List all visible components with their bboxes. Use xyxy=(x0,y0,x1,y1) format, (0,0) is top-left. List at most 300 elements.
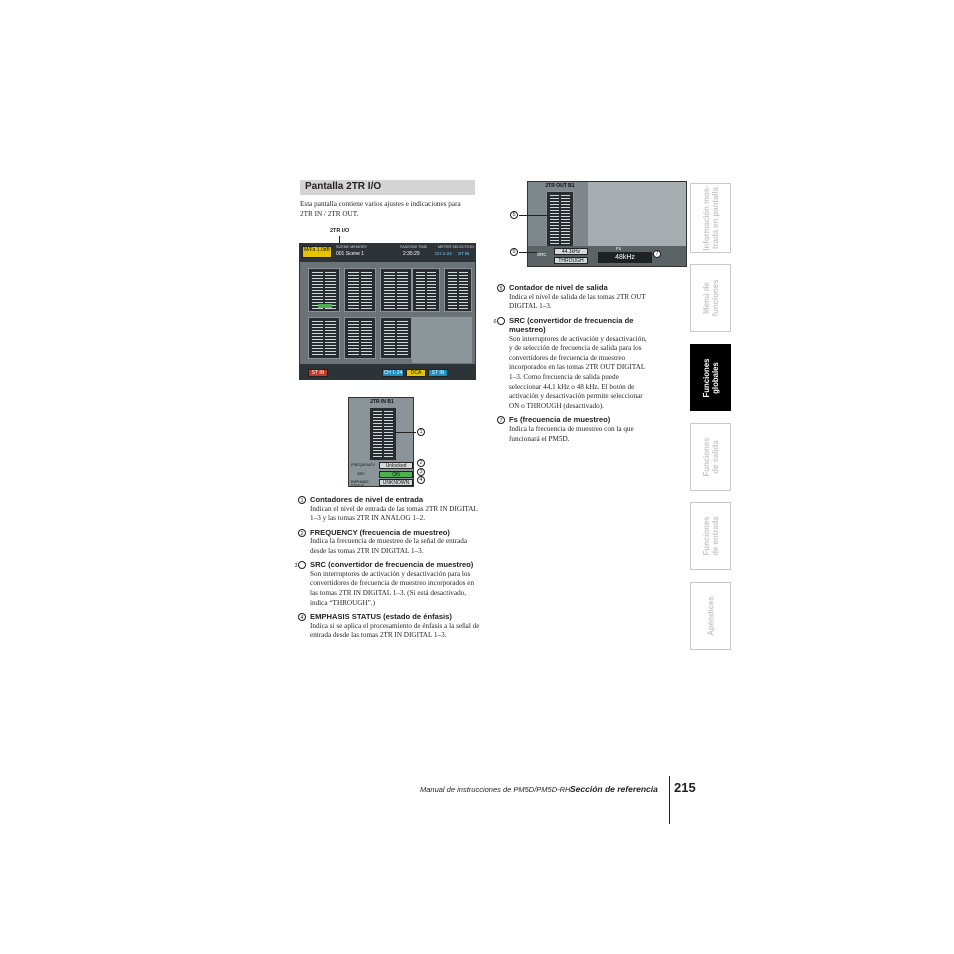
meter-segment xyxy=(325,321,336,322)
screen-meter-in-2 xyxy=(344,268,376,312)
meter-segment xyxy=(427,275,436,276)
item-1-body: Indican el nivel de entrada de las tomas 2TR IN DIGITAL 1–3 y las tomas 2TR IN ANALOG 1–2. xyxy=(310,504,478,523)
meter-segment xyxy=(373,456,382,457)
item-2 xyxy=(298,528,480,557)
meter-segment xyxy=(550,240,559,241)
item-7 xyxy=(497,415,647,444)
meter-segment xyxy=(459,302,468,303)
meter-segment xyxy=(361,354,372,355)
item-5-num: 5 xyxy=(497,284,505,292)
footer-section: Sección de referencia xyxy=(570,784,658,794)
meter-segment xyxy=(459,293,468,294)
meter-segment xyxy=(384,423,393,424)
meter-segment xyxy=(384,411,393,412)
meter-segment xyxy=(312,339,323,340)
meter-segment xyxy=(427,272,436,273)
meter-segment xyxy=(384,321,395,322)
meter-segment xyxy=(361,272,372,273)
meter-segment xyxy=(550,201,559,202)
meter-segment xyxy=(459,305,468,306)
screen-yellow-badge: M/Fa 1.0dB xyxy=(302,246,332,258)
meter-segment xyxy=(459,281,468,282)
meter-segment xyxy=(312,354,323,355)
meter-segment xyxy=(384,453,393,454)
meter-segment xyxy=(397,302,408,303)
meter-segment xyxy=(550,234,559,235)
tab-menu-funciones[interactable] xyxy=(690,264,731,332)
meter-segment xyxy=(348,278,359,279)
tab-funciones-salida[interactable] xyxy=(690,423,731,491)
meter-segment xyxy=(348,281,359,282)
meter-segment xyxy=(416,272,425,273)
meter-segment xyxy=(348,299,359,300)
tab-funciones-salida-label: Funciones de salida xyxy=(701,437,720,477)
meter-segment xyxy=(448,308,457,309)
meter-segment xyxy=(373,438,382,439)
meter-segment xyxy=(384,290,395,291)
meter-segment xyxy=(561,219,570,220)
meter-segment xyxy=(561,228,570,229)
meter-segment xyxy=(348,305,359,306)
tab-funciones-entrada-label: Funciones de entrada xyxy=(701,516,720,556)
screen-top-label-2: FADE/SW TIME xyxy=(400,245,428,249)
item-2-title: FREQUENCY (frecuencia de muestreo) xyxy=(310,527,450,537)
meter-segment xyxy=(361,321,372,322)
meter-segment xyxy=(348,336,359,337)
meter-segment xyxy=(312,327,323,328)
meter-segment xyxy=(384,444,393,445)
meter-segment xyxy=(325,348,336,349)
meter-segment xyxy=(397,324,408,325)
meter-segment xyxy=(312,299,323,300)
meter-segment xyxy=(348,287,359,288)
item-1-title: Contadores de nivel de entrada xyxy=(310,495,424,504)
meter-segment xyxy=(325,342,336,343)
meter-segment xyxy=(397,308,408,309)
meter-segment xyxy=(561,198,570,199)
screen-meter-out-2 xyxy=(344,317,376,359)
meter-segment xyxy=(448,287,457,288)
meter-segment xyxy=(416,299,425,300)
meter-segment xyxy=(348,272,359,273)
meter-segment xyxy=(384,429,393,430)
meter-segment xyxy=(427,308,436,309)
meter-segment xyxy=(325,308,336,309)
main-screenshot xyxy=(299,243,476,380)
item-1 xyxy=(298,495,480,524)
meter-segment xyxy=(384,450,393,451)
meter-segment xyxy=(348,339,359,340)
meter-segment xyxy=(373,435,382,436)
callout-line-1 xyxy=(394,432,416,433)
meter-segment xyxy=(427,305,436,306)
screen-meter-in-4 xyxy=(412,268,440,312)
meter-segment xyxy=(561,240,570,241)
meter-segment xyxy=(348,330,359,331)
meter-segment xyxy=(416,290,425,291)
meter-segment xyxy=(550,207,559,208)
meter-segment xyxy=(384,278,395,279)
meter-segment xyxy=(397,290,408,291)
item-1-num: 1 xyxy=(298,496,306,504)
meter-segment xyxy=(561,195,570,196)
meter-segment xyxy=(427,287,436,288)
meter-segment xyxy=(325,339,336,340)
meter-segment xyxy=(325,296,336,297)
screen-bottom-btn-2: CH 1-24 xyxy=(383,370,403,376)
meter-segment xyxy=(373,453,382,454)
meter-segment xyxy=(361,345,372,346)
meter-segment xyxy=(416,284,425,285)
meter-segment xyxy=(312,308,323,309)
meter-segment xyxy=(361,333,372,334)
meter-segment xyxy=(384,345,395,346)
meter-segment xyxy=(397,327,408,328)
item-6 xyxy=(493,315,647,412)
out-detail-fs-label: Fs xyxy=(616,246,621,251)
meter-segment xyxy=(416,293,425,294)
in-detail-title: 2TR IN B1 xyxy=(370,399,394,405)
meter-segment xyxy=(397,275,408,276)
meter-segment xyxy=(348,333,359,334)
meter-segment xyxy=(448,293,457,294)
meter-segment xyxy=(361,284,372,285)
meter-segment xyxy=(448,272,457,273)
left-items xyxy=(294,495,480,641)
meter-segment xyxy=(397,272,408,273)
meter-segment xyxy=(384,447,393,448)
meter-segment xyxy=(361,327,372,328)
item-3-num: 3 xyxy=(298,561,306,569)
in-detail-meter xyxy=(369,407,397,461)
meter-segment xyxy=(325,330,336,331)
meter-segment xyxy=(448,278,457,279)
meter-segment xyxy=(348,293,359,294)
in-detail-src-button: ON xyxy=(379,471,413,478)
item-4-title: EMPHASIS STATUS (estado de énfasis) xyxy=(310,612,452,622)
meter-segment xyxy=(561,216,570,217)
meter-segment xyxy=(348,324,359,325)
item-6-head xyxy=(493,315,647,335)
meter-segment xyxy=(325,354,336,355)
meter-segment xyxy=(312,330,323,331)
meter-segment xyxy=(397,339,408,340)
item-6-num: 6 xyxy=(497,317,505,325)
meter-segment xyxy=(312,351,323,352)
meter-segment xyxy=(448,275,457,276)
callout-4: 4 xyxy=(417,476,425,484)
meter-segment xyxy=(312,284,323,285)
callout-line-6 xyxy=(519,252,537,253)
meter-segment xyxy=(384,293,395,294)
in-detail-src-label: SRC xyxy=(357,472,366,476)
screen-meter-out-1 xyxy=(308,317,340,359)
item-2-num: 2 xyxy=(298,529,306,537)
meter-segment xyxy=(397,348,408,349)
meter-segment xyxy=(312,290,323,291)
meter-segment xyxy=(397,333,408,334)
screen-meter-in-5 xyxy=(444,268,472,312)
meter-segment xyxy=(348,351,359,352)
meter-segment xyxy=(448,302,457,303)
meter-segment xyxy=(373,414,382,415)
meter-segment xyxy=(348,321,359,322)
item-6-title: SRC (convertidor de frecuencia de muestreo) xyxy=(509,315,634,335)
meter-segment xyxy=(397,351,408,352)
meter-segment xyxy=(384,305,395,306)
meter-segment xyxy=(361,330,372,331)
callout-line-5 xyxy=(519,215,548,216)
screen-bottom-btn-1: ST IN xyxy=(308,369,328,377)
intro-text: Esta pantalla contiene varios ajustes e indicaciones para 2TR IN / 2TR OUT. xyxy=(300,200,461,218)
meter-segment xyxy=(348,275,359,276)
meter-segment xyxy=(325,299,336,300)
meter-segment xyxy=(427,284,436,285)
meter-segment xyxy=(325,302,336,303)
meter-segment xyxy=(384,333,395,334)
meter-segment xyxy=(325,327,336,328)
item-4 xyxy=(298,612,480,641)
meter-segment xyxy=(373,441,382,442)
meter-segment xyxy=(397,284,408,285)
meter-segment xyxy=(561,213,570,214)
meter-segment xyxy=(397,330,408,331)
meter-segment xyxy=(361,296,372,297)
tab-apendices[interactable] xyxy=(690,582,731,650)
section-title: Pantalla 2TR I/O xyxy=(305,181,382,192)
meter-segment xyxy=(459,287,468,288)
item-3-body: Son interruptores de activación y desactivación para los convertidores de frecuencia de muestreo incorporados en las tomas 2TR IN DIGITAL 1–3. (Si está desactivado, indica “THROUGH”.) xyxy=(310,569,475,607)
meter-segment xyxy=(397,293,408,294)
meter-segment xyxy=(325,287,336,288)
meter-segment xyxy=(416,305,425,306)
meter-segment xyxy=(550,225,559,226)
meter-segment xyxy=(448,305,457,306)
meter-segment xyxy=(361,336,372,337)
meter-segment xyxy=(384,284,395,285)
meter-segment xyxy=(397,354,408,355)
item-1-head xyxy=(298,495,480,505)
meter-segment xyxy=(384,414,393,415)
meter-segment xyxy=(373,417,382,418)
in-detail-freq-value: Unlocked xyxy=(379,462,413,469)
in-detail-screenshot xyxy=(348,397,414,487)
item-7-body: Indica la frecuencia de muestreo con la que funcionará el PM5D. xyxy=(509,424,634,443)
meter-segment xyxy=(325,272,336,273)
meter-segment xyxy=(397,342,408,343)
meter-segment xyxy=(561,201,570,202)
meter-segment xyxy=(373,450,382,451)
meter-segment xyxy=(348,327,359,328)
item-6-body: Son interruptores de activación y desactivación, y de selección de frecuencia de salida para los convertidores de frecuencia de muestreo incorporados en las tomas 2TR OUT DIGITAL 1–3. Como frecuencia de salida puede seleccionar 44,1 kHz o 48 kHz. El botón de activación y desactivación permite seleccionar ON o THROUGH (desactivado). xyxy=(509,334,647,410)
meter-segment xyxy=(427,281,436,282)
meter-segment xyxy=(416,302,425,303)
meter-segment xyxy=(550,195,559,196)
meter-segment xyxy=(561,207,570,208)
meter-segment xyxy=(384,435,393,436)
meter-segment xyxy=(348,296,359,297)
meter-segment xyxy=(384,327,395,328)
meter-segment xyxy=(312,348,323,349)
meter-segment xyxy=(361,275,372,276)
meter-segment xyxy=(312,345,323,346)
meter-segment xyxy=(373,423,382,424)
meter-segment xyxy=(361,342,372,343)
item-3-title: SRC (convertidor de frecuencia de muestreo) xyxy=(310,560,474,570)
meter-segment xyxy=(384,324,395,325)
meter-segment xyxy=(348,308,359,309)
meter-segment xyxy=(397,321,408,322)
meter-segment xyxy=(361,324,372,325)
meter-segment xyxy=(561,243,570,244)
callout-6: 6 xyxy=(510,248,518,256)
meter-segment xyxy=(325,278,336,279)
meter-segment xyxy=(550,213,559,214)
meter-segment xyxy=(427,302,436,303)
meter-segment xyxy=(348,302,359,303)
meter-segment xyxy=(348,284,359,285)
screen-src-on-1 xyxy=(318,304,332,308)
out-detail-title: 2TR OUT B1 xyxy=(545,183,575,189)
meter-segment xyxy=(384,281,395,282)
meter-segment xyxy=(384,354,395,355)
meter-segment xyxy=(384,438,393,439)
item-3-head xyxy=(294,560,480,570)
meter-segment xyxy=(397,336,408,337)
screen-time-value: 2:35:29 xyxy=(403,251,420,257)
meter-segment xyxy=(550,210,559,211)
meter-segment xyxy=(325,284,336,285)
meter-segment xyxy=(384,299,395,300)
meter-segment xyxy=(361,299,372,300)
meter-segment xyxy=(397,278,408,279)
meter-segment xyxy=(561,231,570,232)
screen-meter-in-3 xyxy=(380,268,412,312)
meter-segment xyxy=(384,351,395,352)
meter-segment xyxy=(325,290,336,291)
meter-segment xyxy=(561,204,570,205)
meter-segment xyxy=(325,345,336,346)
out-detail-through-button: THROUGH xyxy=(554,257,588,264)
meter-segment xyxy=(361,287,372,288)
meter-segment xyxy=(416,275,425,276)
callout-line-7 xyxy=(637,254,653,255)
screen-top-label-1: SCENE MEMORY xyxy=(336,245,368,249)
meter-segment xyxy=(561,210,570,211)
meter-segment xyxy=(384,272,395,273)
tab-informacion[interactable] xyxy=(690,183,731,253)
meter-segment xyxy=(561,222,570,223)
meter-segment xyxy=(384,336,395,337)
meter-segment xyxy=(384,420,393,421)
screen-meter-value-1: CH 1-24 xyxy=(435,251,452,256)
out-detail-meter xyxy=(546,191,574,247)
meter-segment xyxy=(373,420,382,421)
callout-3: 3 xyxy=(417,468,425,476)
meter-segment xyxy=(361,293,372,294)
item-3 xyxy=(294,560,480,608)
meter-segment xyxy=(384,456,393,457)
meter-segment xyxy=(384,417,393,418)
meter-segment xyxy=(361,351,372,352)
meter-segment xyxy=(397,281,408,282)
meter-segment xyxy=(459,290,468,291)
meter-segment xyxy=(427,296,436,297)
meter-segment xyxy=(373,411,382,412)
meter-segment xyxy=(325,336,336,337)
item-4-body: Indica si se aplica el procesamiento de énfasis a la señal de entrada desde las tomas 2TR IN DIGITAL 1–3. xyxy=(310,621,480,640)
meter-segment xyxy=(325,351,336,352)
meter-segment xyxy=(448,284,457,285)
meter-segment xyxy=(459,278,468,279)
item-5-title: Contador de nivel de salida xyxy=(509,283,608,292)
meter-segment xyxy=(325,333,336,334)
meter-segment xyxy=(325,275,336,276)
meter-segment xyxy=(384,342,395,343)
tab-informacion-label: Información mos- trada en pantalla xyxy=(701,185,720,251)
meter-segment xyxy=(550,204,559,205)
right-items xyxy=(493,283,647,444)
meter-segment xyxy=(397,299,408,300)
meter-segment xyxy=(397,305,408,306)
meter-segment xyxy=(459,296,468,297)
meter-segment xyxy=(561,237,570,238)
tab-funciones-globales[interactable] xyxy=(690,344,731,411)
meter-segment xyxy=(416,278,425,279)
meter-segment xyxy=(312,324,323,325)
item-5-head xyxy=(497,283,647,293)
meter-segment xyxy=(348,354,359,355)
meter-segment xyxy=(550,243,559,244)
tab-menu-funciones-label: Menú de funciones xyxy=(701,279,720,317)
out-detail-src-label: SRC xyxy=(537,252,547,257)
meter-segment xyxy=(550,231,559,232)
meter-segment xyxy=(348,342,359,343)
meter-segment xyxy=(361,302,372,303)
meter-segment xyxy=(373,447,382,448)
meter-segment xyxy=(427,299,436,300)
meter-segment xyxy=(550,228,559,229)
meter-segment xyxy=(384,441,393,442)
meter-segment xyxy=(312,293,323,294)
callout-1: 1 xyxy=(417,428,425,436)
meter-segment xyxy=(348,348,359,349)
meter-segment xyxy=(312,278,323,279)
meter-segment xyxy=(448,281,457,282)
meter-segment xyxy=(427,278,436,279)
tab-funciones-entrada[interactable] xyxy=(690,502,731,570)
meter-segment xyxy=(459,308,468,309)
callout-2: 2 xyxy=(417,459,425,467)
meter-segment xyxy=(397,296,408,297)
meter-segment xyxy=(312,272,323,273)
meter-segment xyxy=(384,348,395,349)
meter-segment xyxy=(373,429,382,430)
screen-top-label-3: METER SELECTION xyxy=(438,245,474,249)
item-5 xyxy=(497,283,647,312)
meter-segment xyxy=(312,287,323,288)
meter-segment xyxy=(384,330,395,331)
screen-bottom-btn-3: DCA xyxy=(406,369,426,377)
item-5-body: Indica el nivel de salida de las tomas 2TR OUT DIGITAL 1–3. xyxy=(509,292,646,311)
footer-manual: Manual de instrucciones de PM5D/PM5D-RH xyxy=(420,785,571,794)
meter-segment xyxy=(550,237,559,238)
screenshot-label: 2TR I/O xyxy=(330,228,350,234)
callout-7: 7 xyxy=(653,250,661,258)
meter-segment xyxy=(448,299,457,300)
meter-segment xyxy=(361,305,372,306)
meter-segment xyxy=(416,308,425,309)
